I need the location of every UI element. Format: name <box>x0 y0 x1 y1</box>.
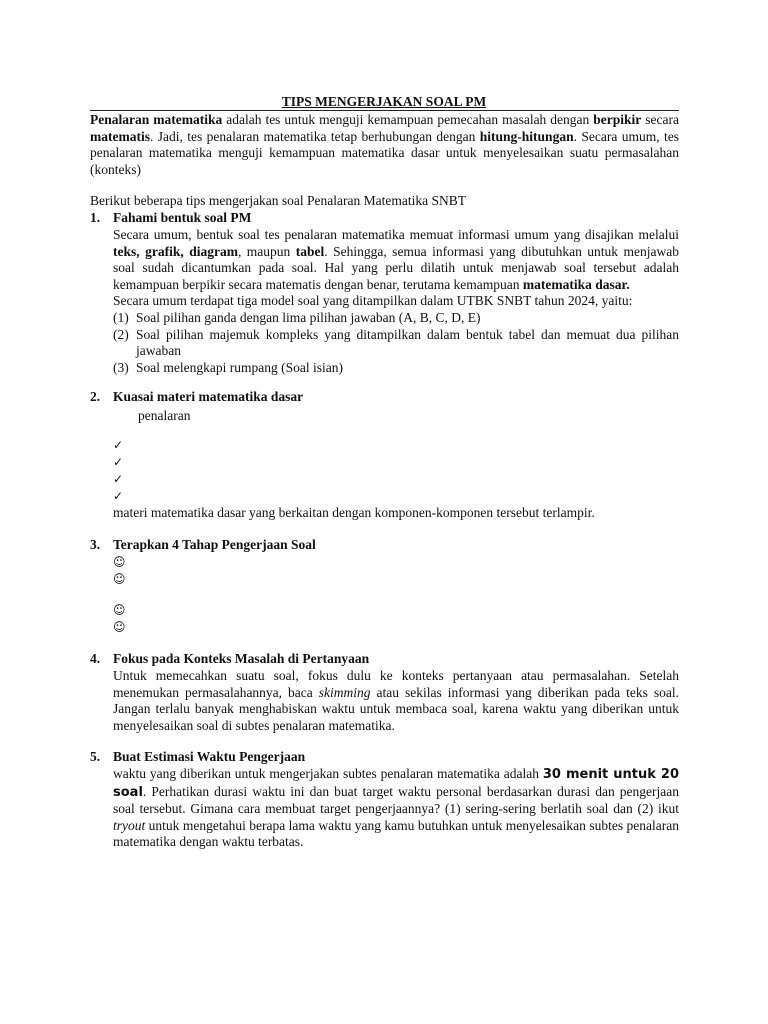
smiley-icon: ☺ <box>113 572 126 586</box>
document-page: TIPS MENGERJAKAN SOAL PM Penalaran matematika adalah tes untuk menguji kemampuan pemecahan masalah dengan berpikir secara matematis. Jadi, tes penalaran matematika tetap berhubungan dengan hitung-hitungan. Secara umum, tes penalaran matematika menguji kemampuan matematika dasar untuk menyelesaikan suatu permasalahan (konteks) Berikut beberapa tips mengerjakan soal Penalaran Matematika SNBT 1. Fahami bentuk soal PM Secara umum, bentuk soal tes penalaran matematika memuat informasi umum yang disajikan melalui teks, grafik, diagram, maupun tabel. Sehingga, semua informasi yang dibutuhkan untuk menjawab soal sudah dicantumkan pada soal. Hal yang perlu dilatih untuk menjawab soal tersebut adalah kemampuan berpikir secara matematis dengan benar, terutama kemampuan matematika dasar. Secara umum terdapat tiga model soal yang ditampilkan dalam UTBK SNBT tahun 2024, yaitu: (1) Soal pilihan ganda dengan lima pilihan jawaban (A, B, C, D, E) (2) Soal pilihan majemuk kompleks yang ditampilkan dalam bentuk tabel dan memuat dua pilihan jawaban (3) Soal melengkapi rumpang (Soal isian) 2. Kuasai materi matematika dasar penalaran ✓ ✓ ✓ ✓ materi matematika dasar yang berkaitan dengan komponen-komponen tersebut terlampir. 3. Terapkan 4 Tahap Pengerjaan Soal ☺ ☺ ☺ ☺ 4. Fokus pada Konteks Masalah di Pertanyaan Untuk memecahkan suatu soal, fokus dulu ke konteks pertanyaan atau permasalahan. Setelah menemukan permasalahannya, baca skimming atau sekilas informasi yang diberikan pada teks soal. Jangan terlalu banyak menghabiskan waktu untuk membaca soal, karena waktu yang diberikan untuk menyelesaikan soal di subtes penalaran matematika. 5. Buat Estimasi Waktu Pengerjaan waktu yang diberikan untuk mengerjakan subtes penalaran matematika adalah 30 menit untuk 20 soal. Perhatikan durasi waktu ini dan buat target waktu personal berdasarkan durasi dan pengerjaan soal tersebut. Gimana cara membuat target pengerjaannya? (1) sering-sering berlatih soal dan (2) ikut tryout untuk mengetahui berapa lama waktu yang kamu butuhkan untuk menyelesaikan subtes penalaran matematika dengan waktu terbatas. <box>0 0 768 1024</box>
section-5-body: waktu yang diberikan untuk mengerjakan subtes penalaran matematika adalah 30 menit untuk 20 soal. Perhatikan durasi waktu ini dan buat target waktu personal berdasarkan durasi dan pengerjaan soal tersebut. Gimana cara membuat target pengerjaannya? (1) sering-sering berlatih soal dan (2) ikut tryout untuk mengetahui berapa lama waktu yang kamu butuhkan untuk menyelesaikan subtes penalaran matematika dengan waktu terbatas. <box>113 766 680 850</box>
check-icon: ✓ <box>113 489 124 503</box>
smiley-icon: ☺ <box>113 620 126 634</box>
section-1-paragraph-2: Secara umum terdapat tiga model soal yang ditampilkan dalam UTBK SNBT tahun 2024, yaitu: <box>113 293 633 309</box>
check-icon: ✓ <box>113 455 124 469</box>
intro-paragraph: Penalaran matematika adalah tes untuk menguji kemampuan pemecahan masalah dengan berpikir secara matematis. Jadi, tes penalaran matematika tetap berhubungan dengan hitung-hitungan. Secara umum, tes penalaran matematika menguji kemampuan matematika dasar untuk menyelesaikan suatu permasalahan (konteks) <box>90 112 680 177</box>
check-icon: ✓ <box>113 472 124 486</box>
section-2-tail: materi matematika dasar yang berkaitan dengan komponen-komponen tersebut terlampir. <box>113 505 595 520</box>
section-1-body <box>113 227 679 376</box>
section-1-paragraph: Secara umum, bentuk soal tes penalaran matematika memuat informasi umum yang disajikan melalui teks, grafik, diagram, maupun tabel. Sehingga, semua informasi yang dibutuhkan untuk menjawab soal sudah dicantumkan pada soal. Hal yang perlu dilatih untuk menjawab soal tersebut adalah kemampuan berpikir secara matematis dengan benar, terutama kemampuan matematika dasar. <box>113 227 679 292</box>
smiley-icon: ☺ <box>113 555 126 569</box>
list-item: (2) Soal pilihan majemuk kompleks yang ditampilkan dalam bentuk tabel dan memuat dua pilihan jawaban <box>113 326 679 359</box>
smiley-icon: ☺ <box>113 603 126 617</box>
section-2-word: penalaran <box>138 408 191 423</box>
section-4-body: Untuk memecahkan suatu soal, fokus dulu ke konteks pertanyaan atau permasalahan. Setelah menemukan permasalahannya, baca skimming atau sekilas informasi yang diberikan pada teks soal. Jangan terlalu banyak menghabiskan waktu untuk membaca soal, karena waktu yang diberikan untuk menyelesaikan soal di subtes penalaran matematika. <box>113 668 679 733</box>
list-item: (1) Soal pilihan ganda dengan lima pilihan jawaban (A, B, C, D, E) <box>113 309 481 325</box>
check-icon: ✓ <box>113 438 124 452</box>
list-item: (3) Soal melengkapi rumpang (Soal isian) <box>113 359 343 375</box>
intro-term: Penalaran matematika <box>90 112 223 127</box>
page-title: TIPS MENGERJAKAN SOAL PM <box>281 94 487 109</box>
title-divider <box>90 110 679 111</box>
lead-text: Berikut beberapa tips mengerjakan soal Penalaran Matematika SNBT <box>90 193 467 208</box>
